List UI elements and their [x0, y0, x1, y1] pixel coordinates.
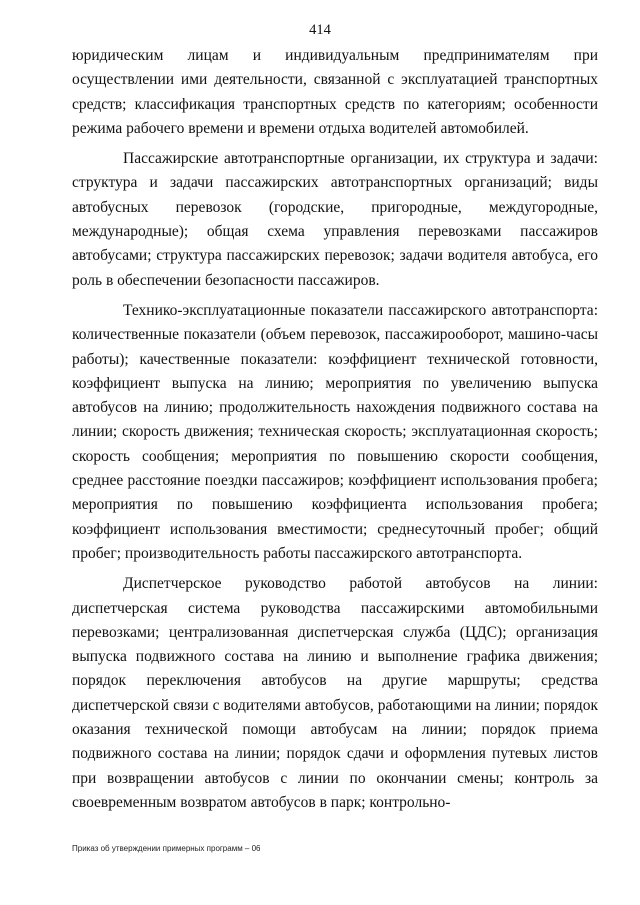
- document-body: [72, 44, 598, 815]
- paragraph-dispatch-management: Диспетчерское руководство работой автобусов на линии: диспетчерская система руководства пассажирскими автомобильными перевозками; централизованная диспетчерская служба (ЦДС); организация выпуска подвижного состава на линию и выполнение графика движения; порядок переключения автобусов на другие маршруты; средства диспетчерской связи с водителями автобусов, работающими на линии; порядок оказания технической помощи автобусам на линии; порядок приема подвижного состава на линии; порядок сдачи и оформления путевых листов при возвращении автобусов с линии по окончании смены; контроль за своевременным возвратом автобусов в парк; контрольно-: [72, 575, 598, 811]
- page-footer: Приказ об утверждении примерных программ – 06: [72, 844, 261, 853]
- paragraph-performance-indicators: Технико-эксплуатационные показатели пассажирского автотранспорта: количественные показатели (объем перевозок, пассажирооборот, машино-часы работы); качественные показатели: коэффициент технической готовности, коэффициент выпуска на линию; мероприятия по увеличению выпуска автобусов на линию; продолжительность нахождения подвижного состава на линии; скорость движения; техническая скорость; эксплуатационная скорость; скорость сообщения; мероприятия по повышению скорости сообщения, среднее расстояние поездки пассажиров; коэффициент использования пробега; мероприятия по повышению коэффициента использования пробега; коэффициент использования вместимости; среднесуточный пробег; общий пробег; производительность работы пассажирского автотранспорта.: [72, 301, 598, 562]
- page-number: 414: [309, 22, 331, 38]
- paragraph-continuation: юридическим лицам и индивидуальным предпринимателям при осуществлении ими деятельности, связанной с эксплуатацией транспортных средств; классификация транспортных средств по категориям; особенности режима рабочего времени и времени отдыха водителей автомобилей.: [72, 47, 598, 137]
- paragraph-passenger-organizations: Пассажирские автотранспортные организации, их структура и задачи: структура и задачи пассажирских автотранспортных организаций; виды автобусных перевозок (городские, пригородные, междугородные, международные); общая схема управления перевозками пассажиров автобусами; структура пассажирских перевозок; задачи водителя автобуса, его роль в обеспечении безопасности пассажиров.: [72, 150, 598, 289]
